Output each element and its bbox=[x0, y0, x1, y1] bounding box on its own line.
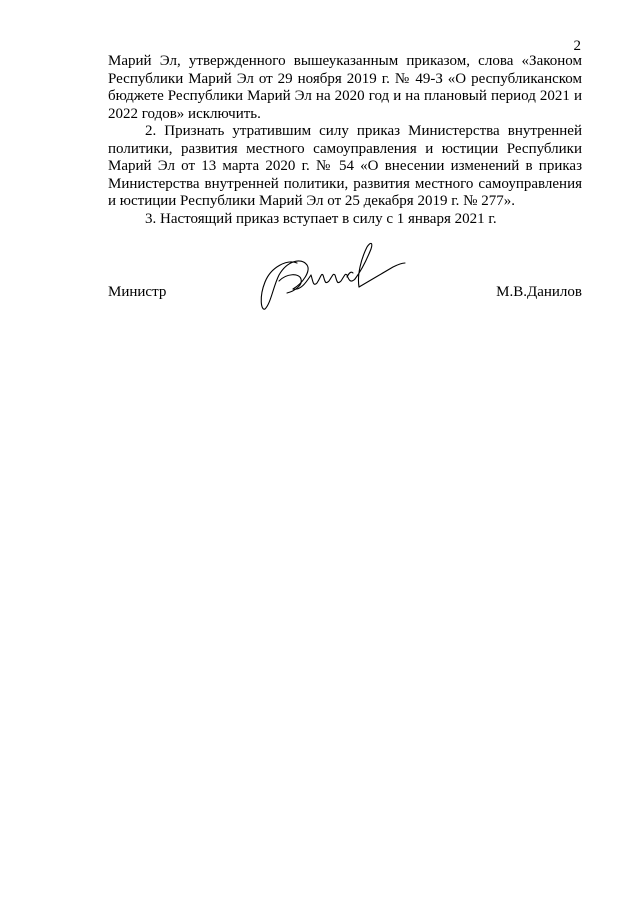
paragraph-item-3: 3. Настоящий приказ вступает в силу с 1 января 2021 г. bbox=[145, 210, 497, 227]
paragraph-item-2: 2. Признать утратившим силу приказ Министерства внутренней политики, развития местного самоуправления и юстиции Республики Марий Эл от 13 марта 2020 г. № 54 «О внесении изменений в приказ Министерства внутренней политики, развития местного самоуправления и юстиции Республики Марий Эл от 25 декабря 2019 г. № 277». bbox=[108, 123, 582, 209]
handwritten-signature bbox=[257, 237, 412, 317]
paragraph-continuation: Марий Эл, утвержденного вышеуказанным приказом, слова «Законом Республики Марий Эл от 29 ноября 2019 г. № 49-З «О республиканском бюджете Республики Марий Эл на 2020 год и на плановый период 2021 и 2022 годов» исключить. bbox=[108, 53, 582, 122]
page-number: 2 bbox=[573, 38, 581, 54]
signatory-title: Министр bbox=[108, 284, 167, 300]
signatory-name: М.В.Данилов bbox=[496, 284, 582, 300]
document-body bbox=[108, 53, 582, 228]
